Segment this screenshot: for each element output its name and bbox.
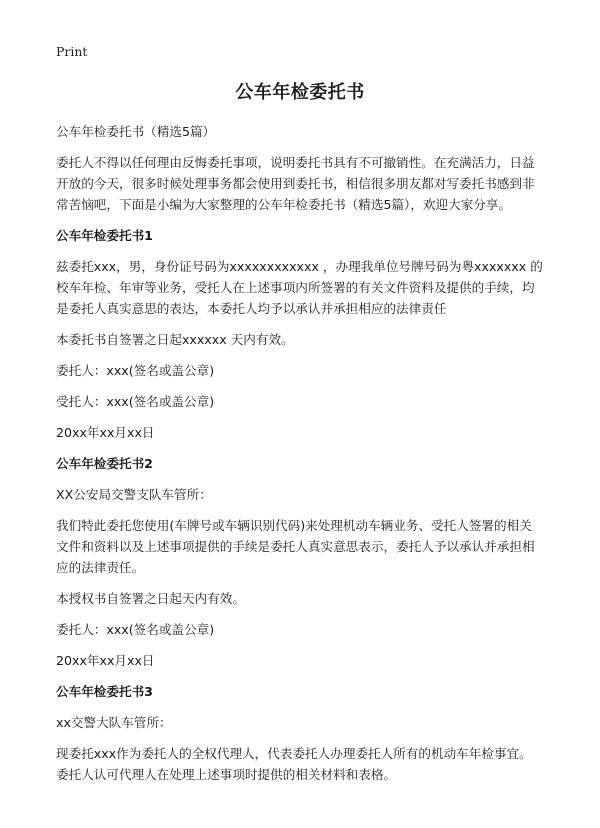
- section-2-date: 20xx年xx月xx日: [56, 653, 155, 668]
- section-1-date: 20xx年xx月xx日: [56, 425, 155, 440]
- intro-line: 公车年检委托书（精选5篇）: [56, 124, 216, 139]
- section-1-heading: 公车年检委托书1: [56, 228, 153, 243]
- section-3-body: 现委托xxx作为委托人的全权代理人，代表委托人办理委托人所有的机动车年检事宜。委托人认可代理人在处理上述事项时提供的相关材料和表格。: [56, 746, 532, 782]
- section-2-body: 我们特此委托您使用(车牌号或车辆识别代码)来处理机动车辆业务、受托人签署的相关文件和资料以及上述事项提供的手续是委托人真实意思表示，委托人予以承认并承担相应的法律责任。: [56, 518, 535, 575]
- section-3-addressee: xx交警大队车管所：: [56, 715, 172, 730]
- section-1-validity: 本委托书自签署之日起xxxxxx 天内有效。: [56, 332, 294, 347]
- intro-paragraph: 委托人不得以任何理由反悔委托事项，说明委托书具有不可撤销性。在充满活力，日益开放的今天，很多时候处理事务都会使用到委托书，相信很多朋友都对写委托书感到非常苦恼吧，下面是小编为大家整理的公车年检委托书（精选5篇），欢迎大家分享。: [56, 155, 535, 212]
- section-2-principal: 委托人：xxx(签名或盖公章): [56, 622, 215, 637]
- print-link[interactable]: Print: [56, 44, 88, 59]
- page-title: 公车年检委托书: [235, 82, 365, 103]
- section-2-validity: 本授权书自签署之日起天内有效。: [56, 591, 245, 606]
- section-3-heading: 公车年检委托书3: [56, 684, 153, 699]
- section-2-heading: 公车年检委托书2: [56, 456, 153, 471]
- section-2-addressee: XX公安局交警支队车管所：: [56, 487, 212, 502]
- section-1-agent: 受托人：xxx(签名或盖公章): [56, 394, 215, 409]
- section-1-body: 兹委托xxx，男，身份证号码为xxxxxxxxxxxx ，办理我单位号牌号码为粤xxxxxxx 的校车年检、年审等业务，受托人在上述事项内所签署的有关文件资料及提供的手续，均是委托人真实意思的表达，本委托人均予以承认并承担相应的法律责任: [56, 259, 543, 316]
- section-1-principal: 委托人：xxx(签名或盖公章): [56, 363, 215, 378]
- document-body: [56, 121, 544, 795]
